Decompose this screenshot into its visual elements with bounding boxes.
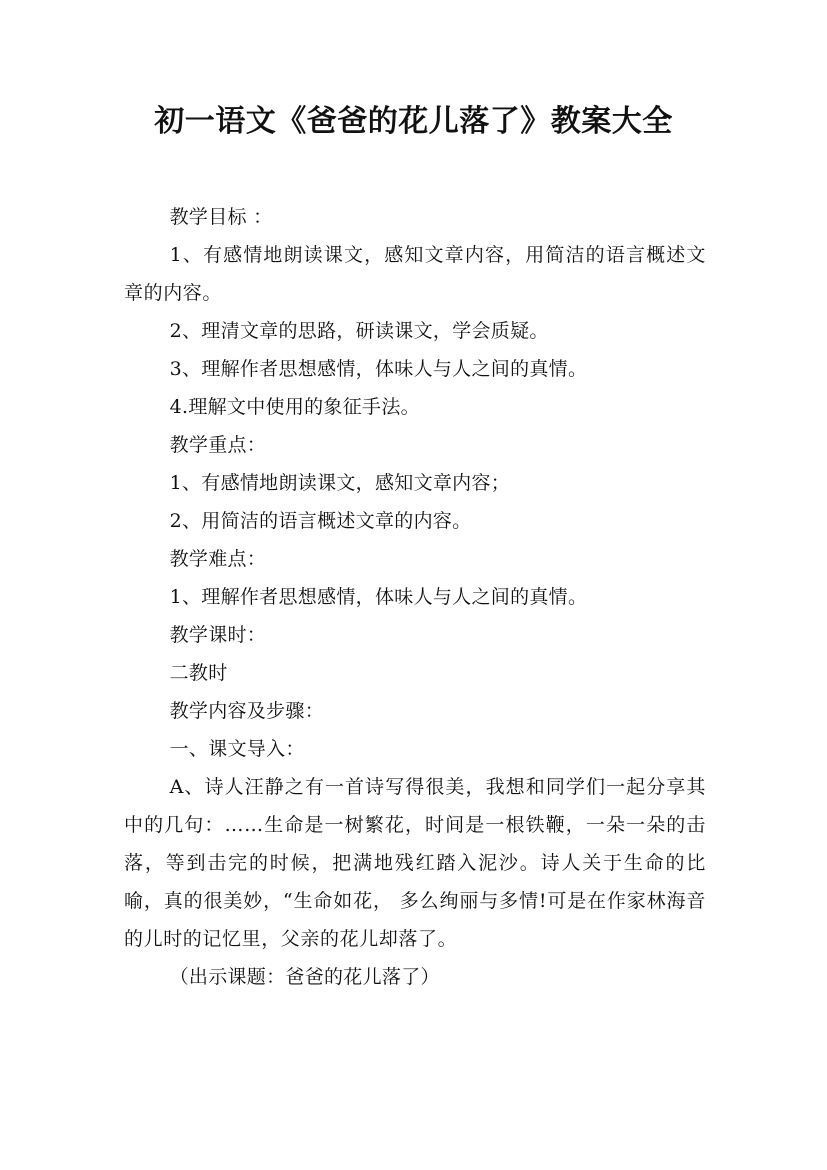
difficulty-item-1: 1、理解作者思想感情，体味人与人之间的真情。 xyxy=(169,586,588,608)
introduction-paragraph: A、诗人汪静之有一首诗写得很美，我想和同学们一起分享其中的几句：……生命是一树繁花，时间是一根铁鞭，一朵一朵的击落，等到击完的时候，把满地残红踏入泥沙。诗人关于生命的比喻，真的很美妙，“生命如花， 多么绚丽与多情!可是在作家林海音的儿时的记忆里，父亲的花儿却落了。 xyxy=(124,776,706,950)
section-heading-class-hours: 教学课时： xyxy=(169,624,267,646)
goal-item-4: 4.理解文中使用的象征手法。 xyxy=(169,396,420,418)
document-title: 初一语文《爸爸的花儿落了》教案大全 xyxy=(154,104,673,139)
key-point-item-2: 2、用简洁的语言概述文章的内容。 xyxy=(169,510,472,532)
class-hours-value: 二教时 xyxy=(169,662,228,684)
section-heading-key-points: 教学重点： xyxy=(169,434,267,456)
goal-item-1: 1、有感情地朗读课文，感知文章内容，用简洁的语言概述文章的内容。 xyxy=(124,244,706,304)
section-heading-teaching-goals: 教学目标 ： xyxy=(169,206,273,228)
key-point-item-1: 1、有感情地朗读课文，感知文章内容； xyxy=(169,472,511,494)
section-heading-difficulties: 教学难点： xyxy=(169,548,267,570)
goal-item-3: 3、理解作者思想感情，体味人与人之间的真情。 xyxy=(169,358,588,380)
lesson-title-display: （出示课题：爸爸的花儿落了） xyxy=(169,966,440,988)
document-body xyxy=(124,198,706,996)
step-heading-introduction: 一、课文导入： xyxy=(169,738,305,760)
goal-item-2: 2、理清文章的思路，研读课文，学会质疑。 xyxy=(169,320,549,342)
section-heading-content-steps: 教学内容及步骤： xyxy=(169,700,324,722)
